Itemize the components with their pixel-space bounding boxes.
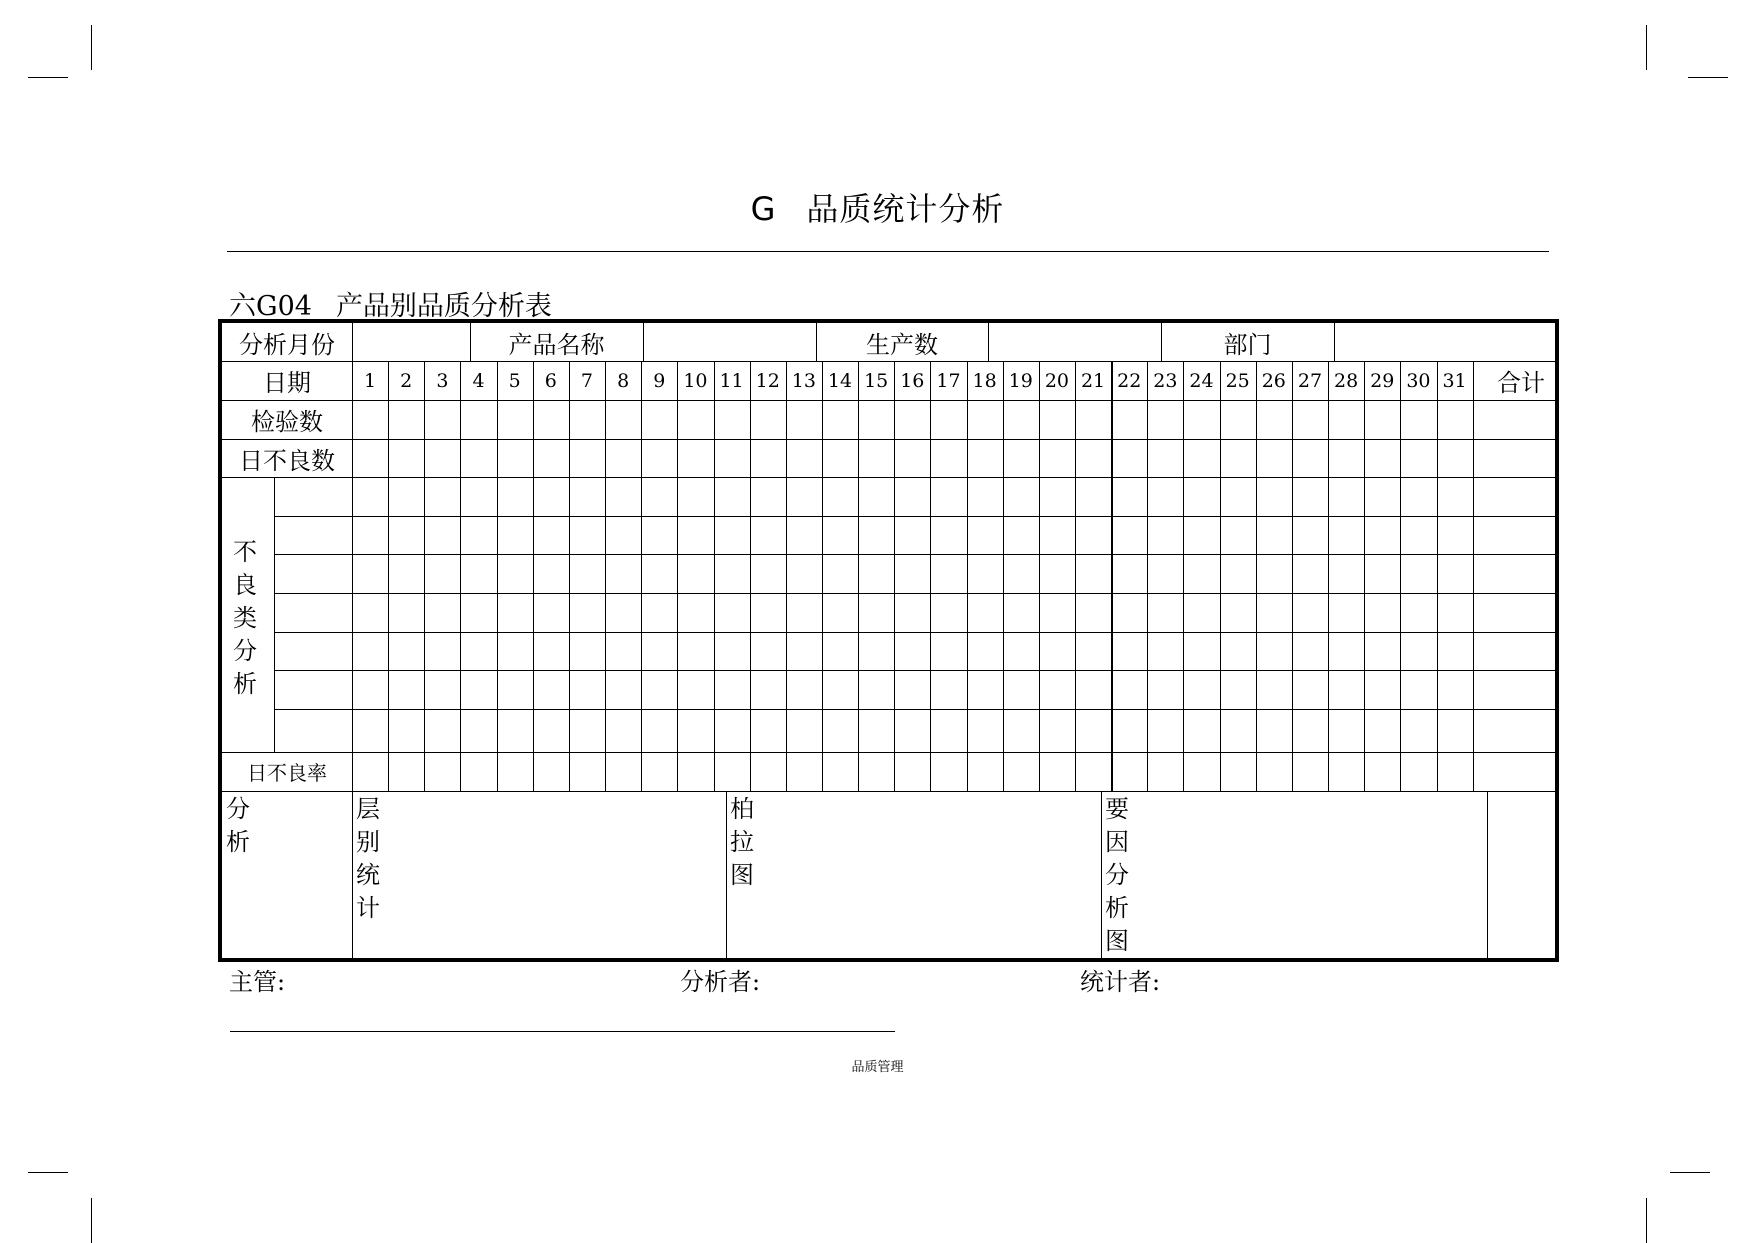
department-field[interactable] — [1334, 323, 1555, 361]
day-label: 10 — [683, 369, 708, 392]
grid-line — [274, 709, 1555, 710]
day-label: 15 — [864, 369, 889, 392]
grid-line — [1183, 361, 1184, 791]
grid-line — [1437, 361, 1438, 791]
title-rule — [227, 251, 1549, 252]
day-label: 12 — [755, 369, 780, 392]
grid-line — [605, 361, 606, 791]
product-label: 产品名称 — [508, 330, 605, 359]
department-label: 部门 — [1223, 330, 1272, 359]
grid-line — [222, 439, 1555, 440]
crop-mark — [91, 1198, 92, 1243]
section-title-text: 品质统计分析 — [806, 190, 1005, 228]
grid-line — [1400, 361, 1401, 791]
grid-line — [1473, 361, 1474, 791]
grid-line — [894, 361, 895, 791]
grid-line — [222, 752, 1555, 753]
cause-label: 要因分析图 — [1105, 795, 1129, 955]
footer-rule — [230, 1031, 895, 1032]
day-label: 31 — [1442, 369, 1467, 392]
crop-mark — [1646, 1198, 1647, 1243]
day-label: 14 — [827, 369, 853, 392]
statistician-signature: 统计者: — [1080, 968, 1161, 996]
total-label: 合计 — [1497, 369, 1545, 397]
grid-line — [786, 361, 787, 791]
grid-line — [1364, 361, 1365, 791]
grid-line — [930, 361, 931, 791]
section-code: G — [750, 190, 777, 228]
grid-line — [352, 361, 353, 791]
grid-line — [1147, 361, 1148, 791]
analysis-label: 分析 — [226, 795, 250, 856]
grid-line — [388, 361, 389, 791]
day-label: 29 — [1370, 369, 1395, 392]
defect-category-label: 不良类分析 — [233, 538, 257, 698]
grid-line — [222, 400, 1555, 401]
form-title — [229, 284, 552, 323]
day-label: 25 — [1225, 369, 1250, 392]
page-footer-label: 品质管理 — [851, 1060, 904, 1075]
month-label: 分析月份 — [239, 330, 335, 359]
layer-stats-label: 层别统计 — [356, 795, 380, 922]
day-label: 20 — [1044, 369, 1069, 392]
day-label: 17 — [936, 369, 961, 392]
grid-line — [222, 477, 1555, 478]
day-label: 24 — [1189, 369, 1214, 392]
grid-line — [1256, 361, 1257, 791]
form-code: 六G04 — [229, 291, 312, 322]
grid-line — [1075, 361, 1076, 791]
inspection-label: 检验数 — [251, 408, 323, 436]
crop-mark — [1670, 1172, 1710, 1173]
day-label: 19 — [1008, 369, 1033, 392]
grid-line — [222, 791, 1555, 792]
day-label: 30 — [1406, 369, 1431, 392]
daily-defects-label: 日不良数 — [239, 446, 335, 475]
grid-line — [858, 361, 859, 791]
grid-line — [822, 361, 823, 791]
grid-line — [274, 632, 1555, 633]
analyst-signature: 分析者: — [680, 968, 761, 996]
grid-line — [274, 670, 1555, 671]
grid-line — [1328, 361, 1329, 791]
month-field[interactable] — [352, 323, 470, 361]
grid-line — [1487, 791, 1488, 958]
crop-mark — [28, 77, 68, 78]
grid-line — [1292, 361, 1293, 791]
production-label: 生产数 — [866, 330, 938, 359]
grid-line — [274, 554, 1555, 555]
day-label: 23 — [1153, 369, 1178, 392]
grid-line — [1111, 361, 1113, 791]
day-label: 5 — [508, 369, 521, 392]
grid-line — [569, 361, 570, 791]
grid-line — [533, 361, 534, 791]
day-label: 2 — [400, 369, 413, 392]
grid-line — [274, 477, 275, 752]
crop-mark — [28, 1172, 68, 1173]
daily-rate-label: 日不良率 — [247, 761, 327, 785]
day-label: 6 — [544, 369, 557, 392]
crop-mark — [1688, 77, 1728, 78]
supervisor-signature: 主管: — [229, 968, 286, 996]
day-label: 4 — [472, 369, 485, 392]
form-title-text: 产品别品质分析表 — [335, 291, 552, 322]
day-label: 1 — [364, 369, 377, 392]
day-label: 11 — [719, 369, 744, 392]
production-field[interactable] — [988, 323, 1161, 361]
day-label: 13 — [791, 369, 816, 392]
grid-line — [641, 361, 642, 791]
grid-line — [274, 516, 1555, 517]
grid-line — [1220, 361, 1221, 791]
grid-line — [1003, 361, 1004, 791]
grid-line — [1039, 361, 1040, 791]
pareto-label: 柏拉图 — [730, 795, 754, 889]
crop-mark — [91, 25, 92, 70]
grid-line — [750, 361, 751, 791]
grid-line — [967, 361, 968, 791]
crop-mark — [1646, 25, 1647, 70]
day-label: 21 — [1080, 369, 1106, 392]
day-label: 26 — [1261, 369, 1286, 392]
day-label: 22 — [1117, 369, 1142, 392]
grid-line — [677, 361, 678, 791]
date-label: 日期 — [263, 369, 311, 397]
grid-line — [497, 361, 498, 791]
grid-line — [274, 593, 1555, 594]
day-label: 16 — [900, 369, 925, 392]
day-label: 27 — [1297, 369, 1323, 392]
product-field[interactable] — [643, 323, 816, 361]
day-label: 3 — [436, 369, 449, 392]
analysis-form — [218, 319, 1559, 962]
grid-line — [424, 361, 425, 791]
day-label: 18 — [972, 369, 997, 392]
day-label: 9 — [653, 369, 666, 392]
day-label: 28 — [1334, 369, 1359, 392]
day-label: 7 — [580, 369, 593, 392]
grid-line — [714, 361, 715, 791]
grid-line — [460, 361, 461, 791]
section-title — [0, 184, 1755, 230]
day-label: 8 — [617, 369, 630, 392]
